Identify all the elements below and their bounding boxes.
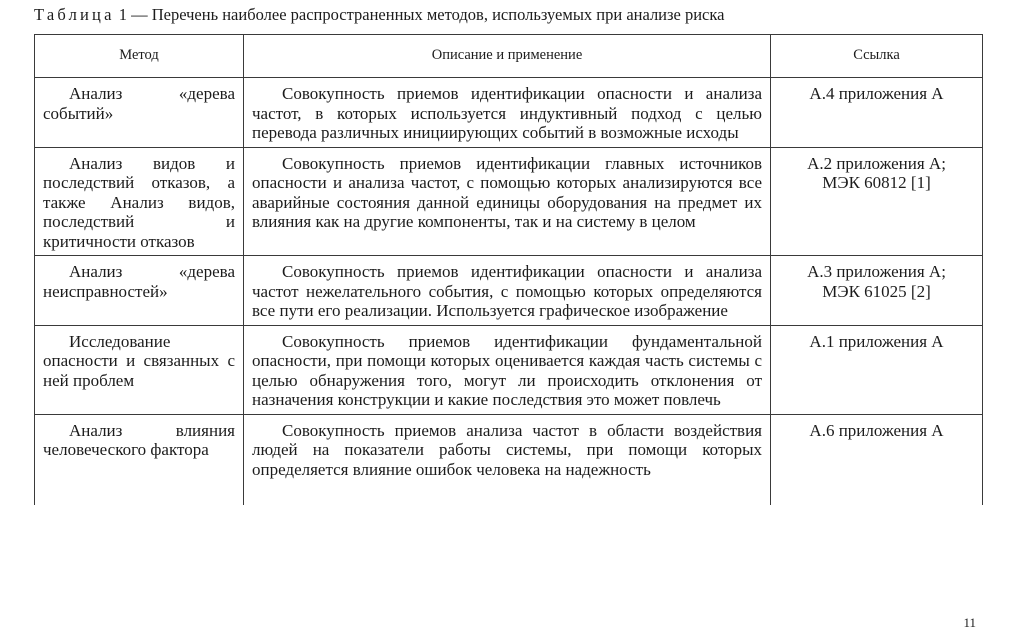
method-cell: Анализ влияния человеческого фактора bbox=[35, 414, 244, 505]
method-cell: Исследование опасности и связанных с ней проблем bbox=[35, 325, 244, 414]
reference-line: А.6 приложения А bbox=[809, 420, 944, 440]
method-cell: Анализ «дерева событий» bbox=[35, 78, 244, 148]
description-cell: Совокупность приемов идентификации фундаментальной опасности, при помощи которых оценивается каждая часть системы с целью обнаружения того, могут ли происходить отклонения от назначения конструкции и какие последствия это может повлечь bbox=[244, 325, 771, 414]
method-cell: Анализ видов и последствий отказов, а также Анализ видов, последствий и критичности отказов bbox=[35, 147, 244, 256]
method-cell: Анализ «дерева неисправностей» bbox=[35, 256, 244, 326]
table-caption bbox=[34, 5, 724, 25]
reference-cell bbox=[771, 147, 983, 256]
table-header-row bbox=[35, 35, 983, 78]
table-row bbox=[35, 325, 983, 414]
reference-cell bbox=[771, 414, 983, 505]
table-caption-label: Таблица bbox=[34, 5, 115, 24]
column-header-description: Описание и применение bbox=[244, 35, 771, 78]
reference-line: А.2 приложения А; bbox=[807, 153, 946, 173]
page-number: 11 bbox=[963, 615, 976, 630]
table-row bbox=[35, 147, 983, 256]
reference-cell bbox=[771, 256, 983, 326]
column-header-method: Метод bbox=[35, 35, 244, 78]
reference-line: МЭК 60812 [1] bbox=[822, 173, 931, 192]
description-cell: Совокупность приемов идентификации опасности и анализа частот нежелательного события, с помощью которых определяются все пути его реализации. Используется графическое изображение bbox=[244, 256, 771, 326]
table-row bbox=[35, 256, 983, 326]
reference-cell bbox=[771, 325, 983, 414]
reference-line: МЭК 61025 [2] bbox=[822, 281, 931, 301]
table-row bbox=[35, 414, 983, 505]
column-header-reference: Ссылка bbox=[771, 35, 983, 78]
description-cell: Совокупность приемов идентификации опасности и анализа частот, в которых используется индуктивный подход с целью перевода различных инициирующих событий в возможные исходы bbox=[244, 78, 771, 148]
reference-line: А.4 приложения А bbox=[809, 84, 944, 103]
table-caption-text: 1 — Перечень наиболее распространенных методов, используемых при анализе риска bbox=[118, 5, 725, 24]
table-row bbox=[35, 78, 983, 148]
risk-methods-table bbox=[34, 34, 983, 505]
description-cell: Совокупность приемов анализа частот в области воздействия людей на показатели работы системы, при помощи которых определяется влияние ошибок человека на надежность bbox=[244, 414, 771, 505]
reference-line: А.3 приложения А; bbox=[807, 262, 946, 281]
reference-line: А.1 приложения А bbox=[809, 331, 944, 351]
description-cell: Совокупность приемов идентификации главных источников опасности и анализа частот, с помощью которых анализируются все аварийные состояния данной единицы оборудования на предмет их влияния как на другие компоненты, так и на систему в целом bbox=[244, 147, 771, 256]
reference-cell bbox=[771, 78, 983, 148]
